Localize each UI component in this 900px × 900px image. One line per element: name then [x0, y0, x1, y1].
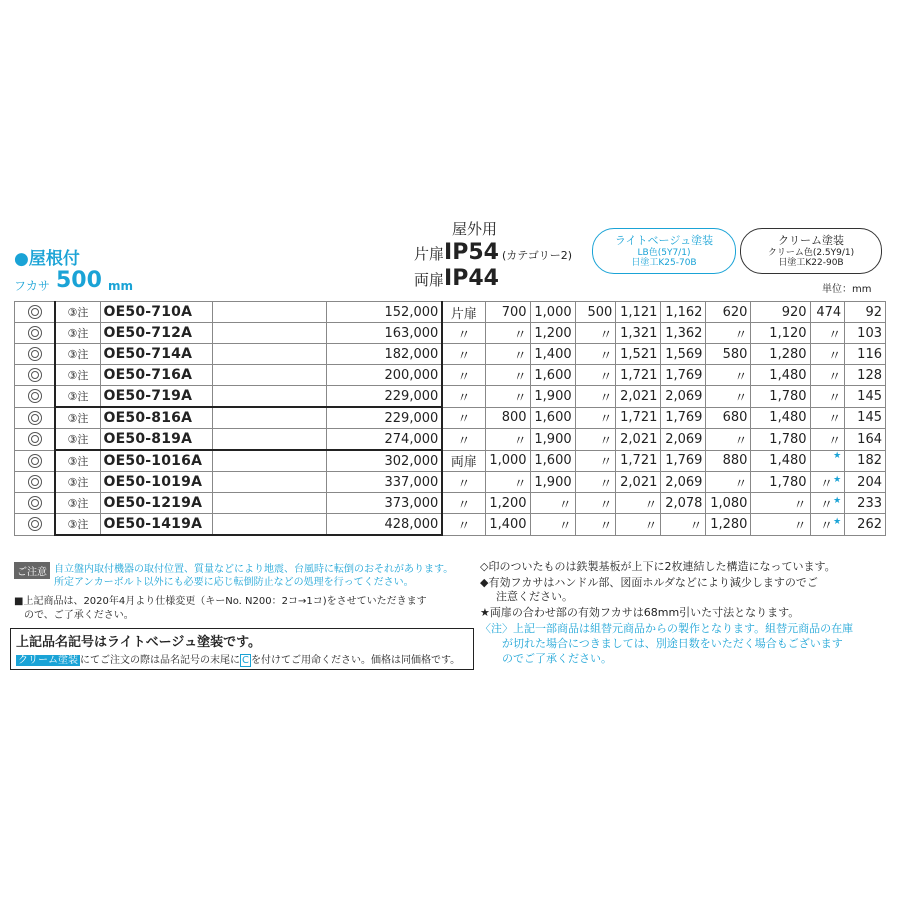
effective-depth-cell [810, 450, 845, 472]
caution-text-1: 自立盤内取付機器の取付位置、質量などにより地震、台風時に転倒のおそれがあります。 [54, 564, 454, 575]
mark-cell [15, 450, 56, 472]
door-type-cell: 両扉 [442, 450, 485, 472]
double-circle-icon [28, 432, 42, 446]
price-cell: 229,000 [326, 386, 442, 408]
note-mark: ③注 [67, 306, 89, 319]
blank-cell [212, 450, 326, 472]
price-cell: 229,000 [326, 407, 442, 429]
blank-cell [212, 386, 326, 408]
note-mark: ③注 [67, 497, 89, 510]
dim-d-cell: 〃 [575, 344, 616, 365]
dim-w-cell: 1,200 [485, 493, 530, 514]
mark-cell [15, 323, 56, 344]
caution-tag: ご注意 [14, 562, 50, 579]
dim-c-value: 〃 [820, 476, 834, 492]
dim-h-cell: 1,900 [530, 472, 575, 493]
note-double-door-depth: ★両扉の合わせ部の有効フカサは68mm引いた寸法となります。 [480, 606, 800, 619]
double-circle-icon [28, 305, 42, 319]
mass-cell: 204 [845, 472, 886, 493]
note-cell [55, 450, 100, 472]
dim-h2-cell: 1,162 [661, 302, 706, 323]
door-type-cell: 〃 [442, 344, 485, 365]
outdoor-label: 屋外用 [452, 220, 498, 238]
double-ip: IP44 [444, 266, 499, 291]
dim-h2-cell: 1,769 [661, 450, 706, 472]
note-remake-2: が切れた場合につきましては、別途日数をいただく場合もございます [502, 637, 843, 650]
cream-tag: クリーム塗装 [18, 655, 78, 666]
depth-unit: mm [108, 279, 134, 293]
dim-c-value: 〃 [828, 390, 842, 406]
dim-a-cell: 880 [706, 450, 751, 472]
price-cell: 428,000 [326, 514, 442, 536]
pill-lb-color: LB色(5Y7/1) [637, 247, 691, 258]
dim-c-value: 〃 [820, 518, 834, 534]
dim-b-cell: 〃 [751, 514, 810, 536]
dim-d-cell: 〃 [575, 386, 616, 408]
double-circle-icon [28, 411, 42, 425]
dim-d-cell: 〃 [575, 472, 616, 493]
dim-h1-cell: 1,721 [616, 365, 661, 386]
dim-a-cell: 680 [706, 407, 751, 429]
price-cell: 163,000 [326, 323, 442, 344]
dim-h1-cell: 2,021 [616, 472, 661, 493]
dim-b-cell: 1,780 [751, 472, 810, 493]
effective-depth-cell [810, 302, 845, 323]
double-door-rating [414, 266, 499, 291]
coating-note-b: を付けてご用命ください。価格は同価格です。 [250, 655, 461, 666]
dim-b-cell: 1,780 [751, 429, 810, 451]
door-type-cell: 〃 [442, 472, 485, 493]
dim-a-cell: 〃 [706, 386, 751, 408]
single-ip: IP54 [444, 240, 499, 265]
double-circle-icon [28, 389, 42, 403]
dim-w-cell: 〃 [485, 344, 530, 365]
spec-change-note-2: ので、ご了承ください。 [24, 610, 134, 621]
door-type-cell: 〃 [442, 323, 485, 344]
door-type-cell: 〃 [442, 365, 485, 386]
dim-h-cell: 1,600 [530, 407, 575, 429]
dim-h-cell: 1,200 [530, 323, 575, 344]
note-cell [55, 302, 100, 323]
dim-c-value: 〃 [820, 497, 834, 513]
table-row [15, 344, 886, 365]
effective-depth-cell [810, 386, 845, 408]
double-circle-icon [28, 475, 42, 489]
pill-cr-color: クリーム色(2.5Y9/1) [767, 247, 855, 258]
door-type-cell: 〃 [442, 386, 485, 408]
mark-cell [15, 302, 56, 323]
note-cell [55, 493, 100, 514]
pill-lb-code: 日塗工K25-70B [631, 257, 697, 268]
note-cell [55, 429, 100, 451]
table-row [15, 514, 886, 536]
mass-cell: 128 [845, 365, 886, 386]
blank-cell [212, 302, 326, 323]
dim-w-cell: 〃 [485, 472, 530, 493]
dim-h-cell: 1,900 [530, 386, 575, 408]
mark-cell [15, 344, 56, 365]
price-cell: 152,000 [326, 302, 442, 323]
note-cell [55, 344, 100, 365]
price-cell: 302,000 [326, 450, 442, 472]
blank-cell [212, 323, 326, 344]
note-double-board: ◇印のついたものは鉄製基板が上下に2枚連結した構造になっています。 [480, 560, 836, 573]
pill-lb-title: ライトベージュ塗装 [614, 234, 714, 247]
dim-d-cell: 〃 [575, 407, 616, 429]
dim-h2-cell: 1,769 [661, 365, 706, 386]
mark-cell [15, 365, 56, 386]
mass-cell: 182 [845, 450, 886, 472]
dim-h1-cell: 1,521 [616, 344, 661, 365]
dim-h2-cell: 2,069 [661, 472, 706, 493]
dim-a-cell: 〃 [706, 472, 751, 493]
mass-cell: 164 [845, 429, 886, 451]
door-type-cell: 〃 [442, 429, 485, 451]
dim-d-cell: 〃 [575, 323, 616, 344]
star-icon: ★ [833, 474, 842, 485]
spec-change-note: ■上記商品は、2020年4月より仕様変更（キーNo. N200：2コ→1コ)をさせていただきます [14, 596, 427, 607]
dim-h1-cell: 〃 [616, 493, 661, 514]
dim-w-cell: 〃 [485, 386, 530, 408]
table-row [15, 493, 886, 514]
note-cell [55, 407, 100, 429]
mass-cell: 145 [845, 407, 886, 429]
price-cell: 200,000 [326, 365, 442, 386]
note-cell [55, 365, 100, 386]
product-code: OE50-816A [100, 407, 212, 429]
dim-h2-cell: 2,069 [661, 386, 706, 408]
dim-a-cell: 1,080 [706, 493, 751, 514]
note-mark: ③注 [67, 412, 89, 425]
note-cell [55, 514, 100, 536]
light-beige-coating-badge [592, 228, 736, 274]
note-mark: ③注 [67, 433, 89, 446]
note-remake: 〈注〉上記一部商品は組替元商品からの製作となります。組替元商品の在庫 [480, 622, 854, 635]
category-label: (カテゴリー2) [501, 249, 573, 262]
double-circle-icon [28, 454, 42, 468]
dim-b-cell: 1,120 [751, 323, 810, 344]
dim-h2-cell: 2,069 [661, 429, 706, 451]
dim-h1-cell: 2,021 [616, 386, 661, 408]
dim-w-cell: 1,000 [485, 450, 530, 472]
dim-w-cell: 〃 [485, 429, 530, 451]
product-code: OE50-716A [100, 365, 212, 386]
product-code: OE50-712A [100, 323, 212, 344]
dim-d-cell: 500 [575, 302, 616, 323]
mark-cell [15, 429, 56, 451]
note-mark: ③注 [67, 390, 89, 403]
dim-d-cell: 〃 [575, 514, 616, 536]
blank-cell [212, 365, 326, 386]
dim-b-cell: 1,480 [751, 365, 810, 386]
unit-label: 単位：mm [822, 284, 872, 295]
note-remake-3: のでご了承ください。 [502, 652, 612, 665]
blank-cell [212, 344, 326, 365]
dim-d-cell: 〃 [575, 429, 616, 451]
dim-h-cell: 1,600 [530, 450, 575, 472]
dim-h1-cell: 1,721 [616, 450, 661, 472]
star-icon: ★ [833, 516, 842, 527]
caution-text-2: 所定アンカーボルト以外にも必要に応じ転倒防止などの処理を行ってください。 [54, 577, 414, 588]
blank-cell [212, 407, 326, 429]
note-mark: ③注 [67, 327, 89, 340]
dim-a-cell: 〃 [706, 429, 751, 451]
price-cell: 373,000 [326, 493, 442, 514]
dim-a-cell: 1,280 [706, 514, 751, 536]
pill-cr-code: 日塗工K22-90B [778, 257, 844, 268]
door-type-cell: 〃 [442, 514, 485, 536]
note-mark: ③注 [67, 455, 89, 468]
effective-depth-cell [810, 429, 845, 451]
door-type-cell: 〃 [442, 493, 485, 514]
dim-w-cell: 1,400 [485, 514, 530, 536]
table-row [15, 450, 886, 472]
mass-cell: 233 [845, 493, 886, 514]
note-mark: ③注 [67, 476, 89, 489]
coating-note-a: にてご注文の際は品名記号の末尾に [80, 655, 240, 666]
product-code: OE50-719A [100, 386, 212, 408]
dim-h2-cell: 1,569 [661, 344, 706, 365]
star-icon: ★ [833, 451, 842, 462]
dim-w-cell: 〃 [485, 323, 530, 344]
effective-depth-cell [810, 344, 845, 365]
dim-a-cell: 620 [706, 302, 751, 323]
dim-c-value: 〃 [828, 369, 842, 385]
suffix-c-tag: C [242, 655, 249, 666]
table-row [15, 429, 886, 451]
table-row [15, 407, 886, 429]
dim-h-cell: 1,400 [530, 344, 575, 365]
product-code: OE50-1219A [100, 493, 212, 514]
table-row [15, 472, 886, 493]
dim-h-cell: 〃 [530, 493, 575, 514]
dim-w-cell: 700 [485, 302, 530, 323]
mass-cell: 262 [845, 514, 886, 536]
note-mark: ③注 [67, 369, 89, 382]
double-circle-icon [28, 347, 42, 361]
dim-b-cell: 920 [751, 302, 810, 323]
product-code: OE50-819A [100, 429, 212, 451]
price-cell: 337,000 [326, 472, 442, 493]
table-row [15, 386, 886, 408]
dim-h1-cell: 1,721 [616, 407, 661, 429]
double-circle-icon [28, 326, 42, 340]
note-cell [55, 386, 100, 408]
dim-b-cell: 〃 [751, 493, 810, 514]
mark-cell [15, 472, 56, 493]
product-table-body [15, 302, 886, 536]
dim-a-cell: 〃 [706, 323, 751, 344]
section-title: ●屋根付 [14, 249, 80, 269]
product-code: OE50-1019A [100, 472, 212, 493]
double-circle-icon [28, 496, 42, 510]
dim-c-value: 〃 [828, 327, 842, 343]
dim-h-cell: 1,600 [530, 365, 575, 386]
dim-h-cell: 1,000 [530, 302, 575, 323]
door-type-cell: 〃 [442, 407, 485, 429]
dim-d-cell: 〃 [575, 365, 616, 386]
mass-cell: 103 [845, 323, 886, 344]
mark-cell [15, 514, 56, 536]
dim-h1-cell: 2,021 [616, 429, 661, 451]
dim-h2-cell: 1,362 [661, 323, 706, 344]
effective-depth-cell [810, 493, 845, 514]
dim-b-cell: 1,280 [751, 344, 810, 365]
effective-depth-cell [810, 514, 845, 536]
mark-cell [15, 407, 56, 429]
product-code: OE50-710A [100, 302, 212, 323]
table-row [15, 302, 886, 323]
dim-c-value: 〃 [828, 412, 842, 428]
table-row [15, 365, 886, 386]
product-code: OE50-714A [100, 344, 212, 365]
price-cell: 182,000 [326, 344, 442, 365]
dim-h2-cell: 2,078 [661, 493, 706, 514]
dim-h1-cell: 1,121 [616, 302, 661, 323]
pill-cr-title: クリーム塗装 [778, 234, 844, 247]
dim-c-value: 〃 [828, 348, 842, 364]
depth-value: 500 [56, 268, 102, 293]
dim-c-value: 〃 [828, 433, 842, 449]
dim-d-cell: 〃 [575, 450, 616, 472]
dim-h-cell: 1,900 [530, 429, 575, 451]
door-type-cell: 片扉 [442, 302, 485, 323]
coating-note-text [16, 651, 460, 666]
blank-cell [212, 472, 326, 493]
dim-c-value: 474 [816, 304, 842, 320]
blank-cell [212, 514, 326, 536]
double-door-label: 両扉 [414, 271, 445, 289]
note-effective-depth: ◆有効フカサはハンドル部、図面ホルダなどにより減少しますのでご [480, 576, 818, 589]
dim-a-cell: 〃 [706, 365, 751, 386]
single-door-rating [414, 240, 572, 265]
effective-depth-cell [810, 472, 845, 493]
dim-h1-cell: 1,321 [616, 323, 661, 344]
product-code: OE50-1419A [100, 514, 212, 536]
depth-label: フカサ [14, 279, 50, 293]
cream-coating-badge [740, 228, 882, 274]
dim-b-cell: 1,480 [751, 450, 810, 472]
note-cell [55, 323, 100, 344]
note-cell [55, 472, 100, 493]
product-code: OE50-1016A [100, 450, 212, 472]
dim-h1-cell: 〃 [616, 514, 661, 536]
effective-depth-cell [810, 365, 845, 386]
blank-cell [212, 429, 326, 451]
mass-cell: 116 [845, 344, 886, 365]
mass-cell: 92 [845, 302, 886, 323]
dim-w-cell: 〃 [485, 365, 530, 386]
product-table [14, 301, 886, 536]
dim-b-cell: 1,780 [751, 386, 810, 408]
dim-h-cell: 〃 [530, 514, 575, 536]
star-icon: ★ [833, 495, 842, 506]
note-mark: ③注 [67, 518, 89, 531]
note-effective-depth-2: 注意ください。 [496, 590, 573, 603]
coating-note-title: 上記品名記号はライトベージュ塗装です。 [16, 635, 262, 650]
dim-a-cell: 580 [706, 344, 751, 365]
note-mark: ③注 [67, 348, 89, 361]
single-door-label: 片扉 [414, 245, 445, 263]
dim-b-cell: 1,480 [751, 407, 810, 429]
effective-depth-cell [810, 407, 845, 429]
blank-cell [212, 493, 326, 514]
dim-d-cell: 〃 [575, 493, 616, 514]
dim-h2-cell: 〃 [661, 514, 706, 536]
mark-cell [15, 493, 56, 514]
price-cell: 274,000 [326, 429, 442, 451]
dim-h2-cell: 1,769 [661, 407, 706, 429]
dim-w-cell: 800 [485, 407, 530, 429]
mass-cell: 145 [845, 386, 886, 408]
table-row [15, 323, 886, 344]
double-circle-icon [28, 368, 42, 382]
effective-depth-cell [810, 323, 845, 344]
mark-cell [15, 386, 56, 408]
double-circle-icon [28, 517, 42, 531]
